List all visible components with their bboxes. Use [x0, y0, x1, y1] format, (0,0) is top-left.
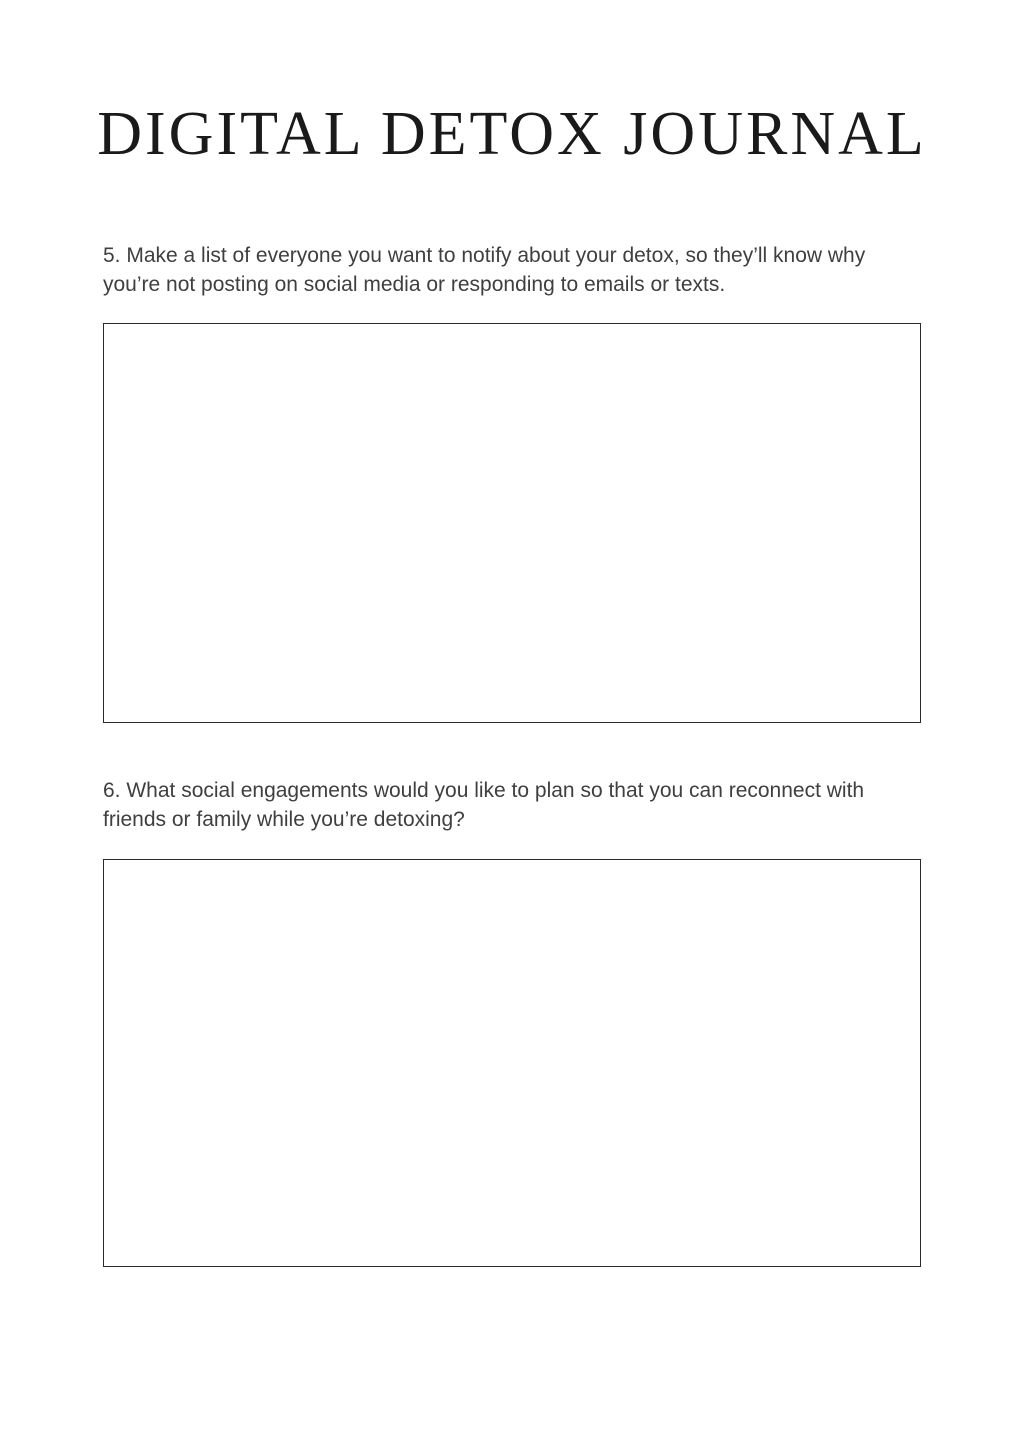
answer-box-question-6[interactable] [103, 859, 921, 1267]
page-title: DIGITAL DETOX JOURNAL [97, 100, 927, 168]
answer-box-question-5[interactable] [103, 323, 921, 723]
question-5-text: 5. Make a list of everyone you want to notify about your detox, so they’ll know why you’re not posting on social media or responding to emails or texts. [103, 244, 866, 296]
question-6-text: 6. What social engagements would you like to plan so that you can reconnect with friends or family while you’re detoxing? [103, 779, 865, 831]
